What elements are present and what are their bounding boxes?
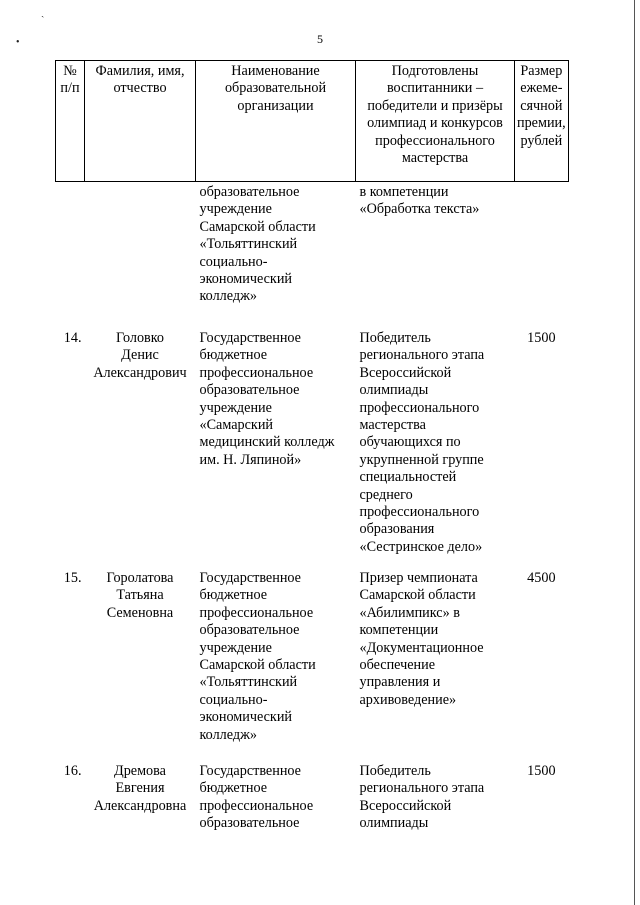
- cell-num: 16.: [63, 763, 82, 779]
- cell-org: Государственное бюджетное профессиональное образовательное учреждение Самарской области «Тольяттинский социально- экономический колледж»: [199, 570, 316, 743]
- header-prepared: Подготовлены воспитанники – победители и призёры олимпиад и конкурсов профессионального мастерства: [356, 61, 515, 182]
- cell-org: Государственное бюджетное профессиональное образовательное учреждение «Самарский медицинский колледж им. Н. Ляпиной»: [199, 330, 335, 468]
- awards-table: [55, 60, 569, 853]
- table-row: [56, 570, 569, 763]
- cell-prepared: в компетенции «Обработка текста»: [359, 184, 480, 218]
- header-amount: Размер ежеме- сячной премии, рублей: [515, 61, 569, 182]
- scan-speck: ˎ: [41, 7, 45, 18]
- cell-amount: 1500: [527, 330, 556, 346]
- cell-amount: 1500: [527, 763, 556, 779]
- cell-fio: Головко Денис Александрович: [93, 330, 187, 381]
- cell-num: 15.: [63, 570, 82, 586]
- table-row-continuation: [56, 182, 569, 331]
- header-num: № п/п: [56, 61, 85, 182]
- cell-fio: Горолатова Татьяна Семеновна: [106, 570, 174, 621]
- cell-num: 14.: [63, 330, 82, 346]
- cell-org: Государственное бюджетное профессиональное образовательное: [199, 763, 314, 832]
- scan-speck: •: [16, 37, 20, 48]
- cell-prepared: Победитель регионального этапа Всероссийской олимпиады: [359, 763, 485, 832]
- header-fio: Фамилия, имя, отчество: [85, 61, 196, 182]
- page-number: 5: [317, 32, 323, 46]
- cell-org: образовательное учреждение Самарской области «Тольяттинский социально- экономический колледж»: [199, 184, 316, 305]
- table-header-row: [56, 61, 569, 182]
- table-row: [56, 763, 569, 853]
- scan-edge-line: [634, 0, 635, 905]
- cell-fio: Дремова Евгения Александровна: [93, 763, 187, 814]
- cell-amount: 4500: [527, 570, 556, 586]
- header-org: Наименование образовательной организации: [196, 61, 356, 182]
- cell-prepared: Призер чемпионата Самарской области «Абилимпикс» в компетенции «Документационное обеспечение управления и архивоведение»: [359, 570, 484, 708]
- table-row: [56, 330, 569, 570]
- cell-prepared: Победитель регионального этапа Всероссийской олимпиады профессионального мастерства обучающихся по укрупненной группе специальностей среднего профессионального образования «Сестринское дело»: [359, 330, 485, 555]
